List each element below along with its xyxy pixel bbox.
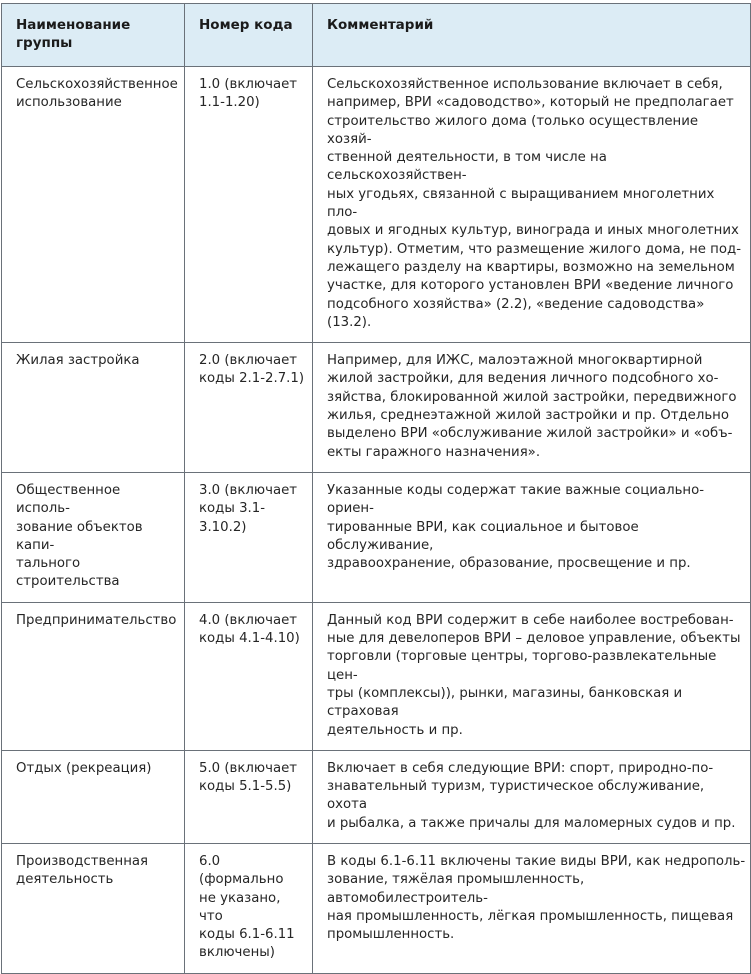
table-row xyxy=(2,602,751,750)
cell-code: 2.0 (включает коды 2.1-2.7.1) xyxy=(185,343,313,473)
cell-comment: В коды 6.1-6.11 включены такие виды ВРИ, как недрополь- зование, тяжёлая промышленность, автомобилестроитель- ная промышленность, лёгкая промышленность, пищевая промышленность. xyxy=(313,843,751,973)
table-row xyxy=(2,750,751,843)
cell-comment: Включает в себя следующие ВРИ: спорт, природно-по- знавательный туризм, туристическое обслуживание, охота и рыбалка, а также причалы для маломерных судов и пр. xyxy=(313,750,751,843)
cell-group: Предпринимательство xyxy=(2,602,185,750)
vri-groups-table xyxy=(1,3,751,974)
cell-code: 6.0 (формально не указано, что коды 6.1-6.11 включены) xyxy=(185,843,313,973)
table-row xyxy=(2,67,751,343)
cell-code: 4.0 (включает коды 4.1-4.10) xyxy=(185,602,313,750)
header-code-number: Номер кода xyxy=(185,4,313,67)
cell-group: Общественное исполь- зование объектов капи- тального строительства xyxy=(2,472,185,602)
cell-group: Отдых (рекреация) xyxy=(2,750,185,843)
table-header-row xyxy=(2,4,751,67)
cell-group: Сельскохозяйственное использование xyxy=(2,67,185,343)
table-row xyxy=(2,472,751,602)
header-comment: Комментарий xyxy=(313,4,751,67)
cell-group: Жилая застройка xyxy=(2,343,185,473)
cell-code: 5.0 (включает коды 5.1-5.5) xyxy=(185,750,313,843)
cell-group: Производственная деятельность xyxy=(2,843,185,973)
cell-code: 3.0 (включает коды 3.1-3.10.2) xyxy=(185,472,313,602)
cell-comment: Данный код ВРИ содержит в себе наиболее востребован- ные для девелоперов ВРИ – деловое управление, объекты торговли (торговые центры, торгово-развлекательные цен- тры (комплексы)), рынки, магазины, банковская и страховая деятельность и пр. xyxy=(313,602,751,750)
table-row xyxy=(2,843,751,973)
cell-comment: Указанные коды содержат такие важные социально-ориен- тированные ВРИ, как социальное и бытовое обслуживание, здравоохранение, образование, просвещение и пр. xyxy=(313,472,751,602)
cell-comment: Сельскохозяйственное использование включает в себя, например, ВРИ «садоводство», который не предполагает строительство жилого дома (только осуществление хозяй- ственной деятельности, в том числе на сельскохозяйствен- ных угодьях, связанной с выращиванием многолетних пло- довых и ягодных культур, винограда и иных многолетних культур). Отметим, что размещение жилого дома, не под- лежащего разделу на квартиры, возможно на земельном участке, для которого установлен ВРИ «ведение личного подсобного хозяйства» (2.2), «ведение садоводства» (13.2). xyxy=(313,67,751,343)
header-group-name: Наименование группы xyxy=(2,4,185,67)
table-row xyxy=(2,343,751,473)
cell-code: 1.0 (включает 1.1-1.20) xyxy=(185,67,313,343)
cell-comment: Например, для ИЖС, малоэтажной многоквартирной жилой застройки, для ведения личного подсобного хо- зяйства, блокированной жилой застройки, передвижного жилья, среднеэтажной жилой застройки и пр. Отдельно выделено ВРИ «обслуживание жилой застройки» и «объ- екты гаражного назначения». xyxy=(313,343,751,473)
